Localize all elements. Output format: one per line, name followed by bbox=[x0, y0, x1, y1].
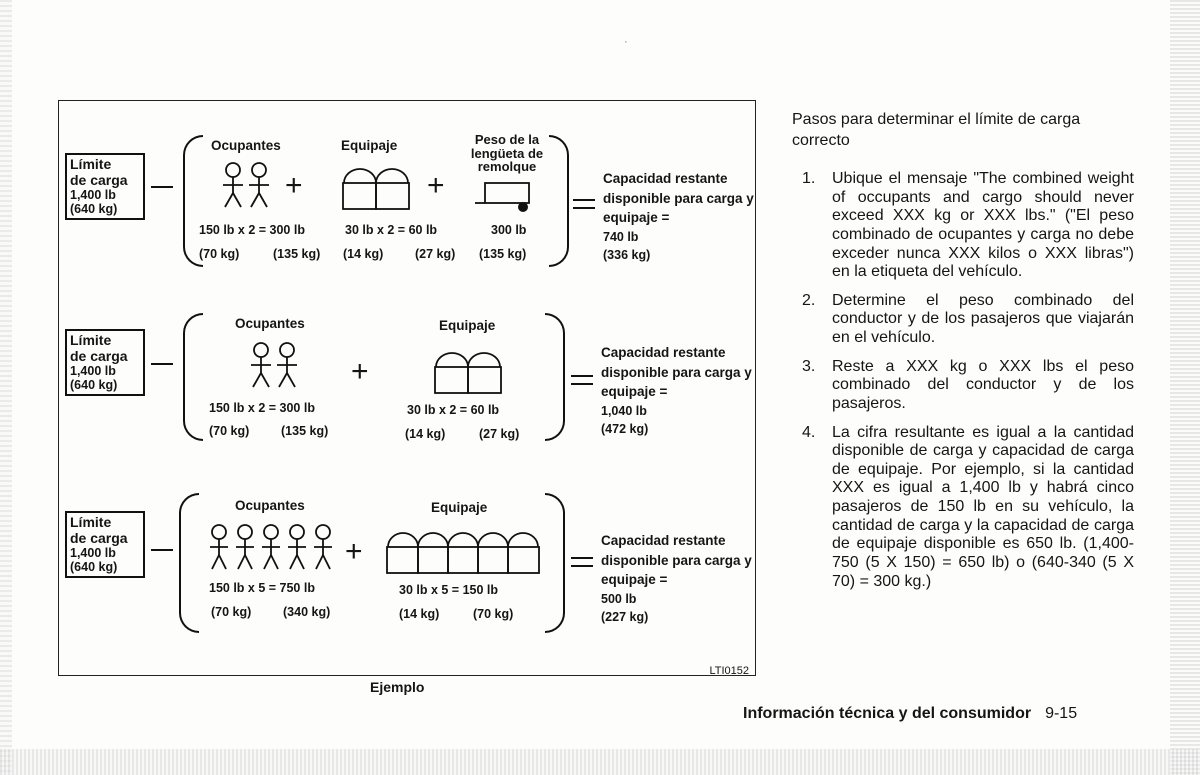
equals-sign bbox=[571, 557, 593, 567]
luggage-kg-each: (14 kg) bbox=[405, 427, 446, 441]
luggage-calc-lb: 30 lb x 2 = 60 lb bbox=[407, 403, 500, 417]
step-text: La cifra resultante es igual a la cantidad disponible de carga y capacidad de carga de equipaje. Por ejemplo, si la cantidad XXX es igual a 1,400 lb y habrá cinco pasajeros de 150 lb en su vehículo, la cantidad de carga y la capacidad de carga de equipaje disponible es 650 lb. (1,400-750 (5 X 150) = 650 lb) o (640-340 (5 X 70) = 300 kg.) bbox=[832, 423, 1134, 590]
luggage-kg-total: (27 kg) bbox=[479, 427, 520, 441]
plus-sign: + bbox=[351, 355, 369, 388]
equals-sign bbox=[573, 199, 595, 209]
remaining-capacity bbox=[603, 169, 763, 264]
luggage-header: Equipaje bbox=[341, 138, 398, 153]
load-limit-box bbox=[65, 329, 145, 396]
right-bracket bbox=[545, 493, 565, 633]
step-number: 4. bbox=[802, 423, 816, 441]
occupants-calc-lb: 150 lb x 2 = 300 lb bbox=[209, 401, 315, 415]
plus-sign: + bbox=[345, 535, 363, 568]
steps-list bbox=[792, 170, 1134, 601]
step-text: Determine el peso combinado del conductor y de los pasajeros que viajarán en el vehículo. bbox=[832, 291, 1134, 346]
minus-sign bbox=[151, 549, 173, 551]
remaining-capacity-lb: 740 lb bbox=[603, 229, 639, 244]
luggage-kg-total: (27 kg) bbox=[415, 247, 456, 261]
luggage-header: Equipaje bbox=[431, 500, 488, 515]
limit-kg: (640 kg) bbox=[70, 202, 118, 217]
tongue-weight-header: Peso de la lengüeta de remolque bbox=[470, 132, 544, 175]
limit-lb: 1,400 lb bbox=[70, 546, 116, 561]
plus-sign: + bbox=[285, 169, 303, 202]
occupants-kg-each: (70 kg) bbox=[211, 605, 252, 619]
luggage-icon bbox=[433, 347, 503, 395]
example-row-3 bbox=[59, 493, 757, 643]
remaining-capacity-label: Capacidad restante disponible para carga y equipaje = bbox=[601, 345, 752, 400]
remaining-capacity-label: Capacidad restante disponible para carga y equipaje = bbox=[603, 171, 754, 226]
limit-title-line2: de carga bbox=[70, 347, 128, 364]
page-edge-right bbox=[1170, 0, 1200, 775]
limit-title-line1: Límite bbox=[70, 514, 112, 530]
occupants-header: Ocupantes bbox=[235, 316, 305, 331]
page-footer bbox=[743, 705, 1077, 723]
remaining-capacity-kg: (336 kg) bbox=[603, 247, 651, 262]
scan-speck: · bbox=[624, 36, 628, 48]
left-bracket bbox=[183, 313, 203, 441]
occupants-kg-each: (70 kg) bbox=[209, 424, 250, 438]
remaining-capacity-lb: 1,040 lb bbox=[601, 403, 647, 418]
left-bracket bbox=[179, 493, 199, 633]
step-item bbox=[792, 170, 1134, 282]
limit-kg: (640 kg) bbox=[70, 560, 118, 575]
occupant-figures-icon bbox=[219, 161, 279, 213]
remaining-capacity-kg: (227 kg) bbox=[601, 609, 649, 624]
remaining-capacity bbox=[601, 531, 761, 626]
occupants-calc-lb: 150 lb x 2 = 300 lb bbox=[199, 223, 305, 237]
right-bracket bbox=[545, 313, 565, 441]
tongue-weight-kg: (135 kg) bbox=[479, 247, 527, 261]
steps-title: Pasos para determinar el límite de carga correcto bbox=[792, 111, 1081, 149]
step-text: Ubique el mensaje "The combined weight of occupants and cargo should never exceed XXX kg or XXX lbs." ("El peso combinado de ocupantes y carga no debe exceder nunca XXX kilos o XXX libras") en la etiqueta del vehículo. bbox=[832, 170, 1134, 281]
luggage-calc-lb: 30 lb x 5 = 150 lb bbox=[399, 583, 499, 597]
occupants-header: Ocupantes bbox=[211, 138, 281, 153]
load-limit-figure bbox=[58, 100, 756, 676]
remaining-capacity-lb: 500 lb bbox=[601, 591, 637, 606]
page-edge-bottom bbox=[0, 749, 1200, 775]
occupant-figures-icon bbox=[207, 523, 337, 575]
load-limit-box bbox=[65, 153, 145, 220]
right-bracket bbox=[549, 135, 569, 267]
limit-title-line1: Límite bbox=[70, 156, 112, 172]
minus-sign bbox=[151, 363, 173, 365]
figure-caption: Ejemplo bbox=[370, 679, 425, 695]
example-row-1 bbox=[59, 133, 757, 273]
remaining-capacity-label: Capacidad restante disponible para carga y equipaje = bbox=[601, 533, 752, 588]
step-number: 2. bbox=[802, 291, 816, 309]
load-limit-box bbox=[65, 511, 145, 578]
luggage-icon bbox=[341, 163, 411, 211]
tongue-weight-lb: 300 lb bbox=[491, 223, 527, 237]
remaining-capacity-kg: (472 kg) bbox=[601, 421, 649, 436]
limit-lb: 1,400 lb bbox=[70, 364, 116, 379]
figure-id: LTI0152 bbox=[709, 665, 749, 677]
trailer-hitch-icon bbox=[475, 179, 535, 215]
step-text: Reste a XXX kg o XXX lbs el peso combinado del conductor y de los pasajeros. bbox=[832, 357, 1134, 412]
occupants-kg-total: (135 kg) bbox=[281, 424, 329, 438]
limit-lb: 1,400 lb bbox=[70, 188, 116, 203]
step-item bbox=[792, 424, 1134, 592]
occupants-kg-each: (70 kg) bbox=[199, 247, 240, 261]
luggage-calc-lb: 30 lb x 2 = 60 lb bbox=[345, 223, 438, 237]
page-number: 9-15 bbox=[1045, 705, 1078, 722]
occupants-calc-lb: 150 lb x 5 = 750 lb bbox=[209, 581, 315, 595]
step-number: 1. bbox=[802, 170, 816, 187]
example-row-2 bbox=[59, 313, 757, 453]
step-item bbox=[792, 358, 1134, 414]
limit-title-line2: de carga bbox=[70, 171, 128, 188]
page-edge-left bbox=[0, 0, 12, 775]
minus-sign bbox=[151, 186, 173, 188]
step-item bbox=[792, 292, 1134, 348]
luggage-kg-each: (14 kg) bbox=[343, 247, 384, 261]
occupants-kg-total: (135 kg) bbox=[273, 247, 321, 261]
luggage-header: Equipaje bbox=[439, 318, 496, 333]
limit-title-line1: Límite bbox=[70, 332, 112, 348]
limit-kg: (640 kg) bbox=[70, 378, 118, 393]
luggage-kg-total: (70 kg) bbox=[473, 607, 514, 621]
step-number: 3. bbox=[802, 357, 816, 375]
luggage-icon bbox=[385, 527, 543, 575]
occupants-header: Ocupantes bbox=[235, 498, 305, 513]
remaining-capacity bbox=[601, 343, 761, 438]
limit-title-line2: de carga bbox=[70, 529, 128, 546]
luggage-kg-each: (14 kg) bbox=[399, 607, 440, 621]
plus-sign: + bbox=[427, 169, 445, 202]
footer-section-title: Información técnica y del consumidor bbox=[743, 705, 1032, 722]
equals-sign bbox=[571, 375, 593, 385]
occupants-kg-total: (340 kg) bbox=[283, 605, 331, 619]
occupant-figures-icon bbox=[247, 341, 307, 393]
